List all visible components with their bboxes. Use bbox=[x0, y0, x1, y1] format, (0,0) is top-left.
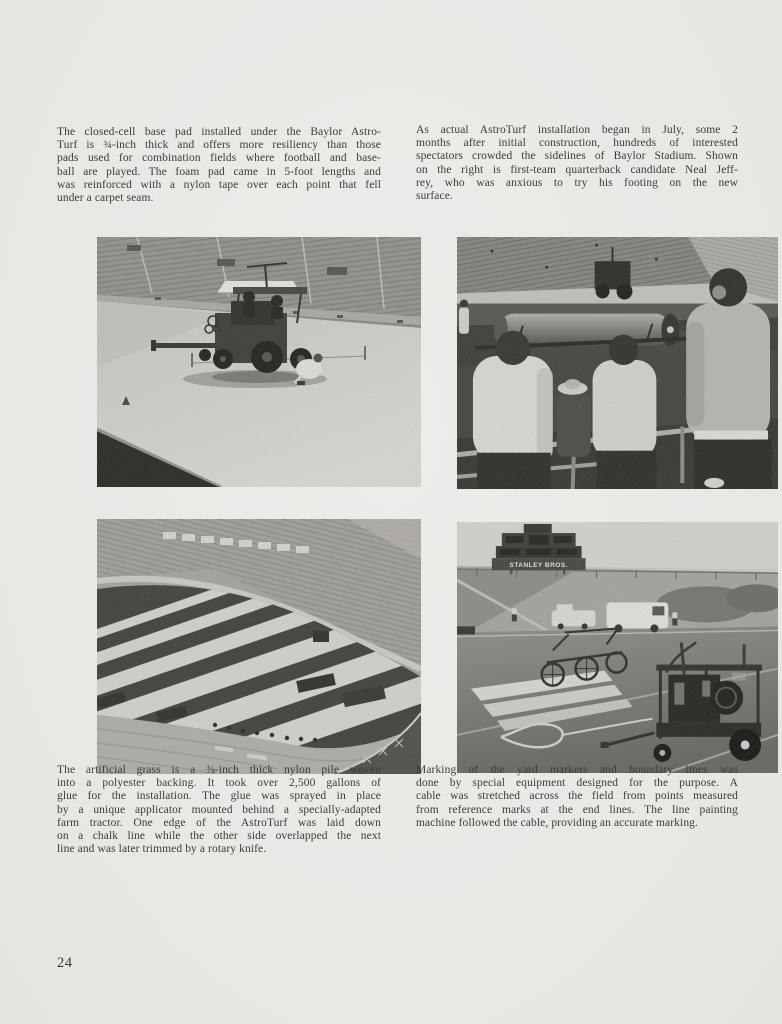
text-line: The artificial grass is a ⅜-inch thick nylon pile woven bbox=[57, 764, 381, 776]
text-line: Marking of the yard markers and boundary lines was bbox=[416, 764, 738, 776]
text-line: line and was later trimmed by a rotary knife. bbox=[57, 843, 267, 856]
photo-aerial-turf-strips bbox=[97, 519, 421, 774]
text-line: on a chalk line while the other side overlapped the next bbox=[57, 830, 381, 843]
photo-base-pad-tractor bbox=[97, 237, 421, 487]
text-line: machine followed the cable, providing an accurate marking. bbox=[416, 816, 699, 829]
text-line: done by special equipment designed for the purpose. A bbox=[416, 777, 738, 790]
intro-text-right bbox=[416, 124, 738, 203]
text-line: months after initial construction, hundreds of interested bbox=[416, 137, 738, 150]
turf-roll-spectators-illustration bbox=[457, 237, 778, 489]
text-line: was reinforced with a nylon tape over each point that fell bbox=[57, 178, 381, 191]
text-line: Turf is ¾-inch thick and offers more resiliency than those bbox=[57, 139, 381, 152]
text-line: glue for the installation. The glue was sprayed in place bbox=[57, 790, 381, 803]
text-line: The closed-cell base pad installed under the Baylor Astro- bbox=[57, 126, 381, 138]
text-line: from reference marks at the end lines. The line painting bbox=[416, 803, 738, 816]
photo-line-painting-machine bbox=[457, 522, 778, 773]
text-line: cable was stretched across the field from points measured bbox=[416, 790, 738, 803]
page-number: 24 bbox=[57, 955, 73, 971]
aerial-turf-strips-illustration bbox=[97, 519, 421, 774]
caption-text-left bbox=[57, 764, 381, 856]
text-line: ball are played. The foam pad came in 5-foot lengths and bbox=[57, 165, 381, 178]
text-line: under a carpet seam. bbox=[57, 192, 154, 205]
intro-text-left bbox=[57, 126, 381, 205]
base-pad-tractor-illustration bbox=[97, 237, 421, 487]
line-painting-illustration bbox=[457, 522, 778, 773]
text-line: on the right is first-team quarterback candidate Neal Jeff- bbox=[416, 163, 738, 176]
text-line: rey, who was anxious to try his footing on the new bbox=[416, 176, 738, 189]
text-line: farm tractor. One edge of the AstroTurf was laid down bbox=[57, 816, 381, 829]
photo-turf-roll-spectators bbox=[457, 237, 778, 489]
text-line: into a polyester backing. It took over 2,500 gallons of bbox=[57, 777, 381, 790]
text-line: As actual AstroTurf installation began in July, some 2 bbox=[416, 124, 738, 136]
text-line: surface. bbox=[416, 190, 453, 203]
caption-text-right bbox=[416, 764, 738, 830]
text-line: pads used for combination fields where football and base- bbox=[57, 152, 381, 165]
text-line: by a unique applicator mounted behind a specially-adapted bbox=[57, 803, 381, 816]
text-line: spectators crowded the sidelines of Baylor Stadium. Shown bbox=[416, 150, 738, 163]
